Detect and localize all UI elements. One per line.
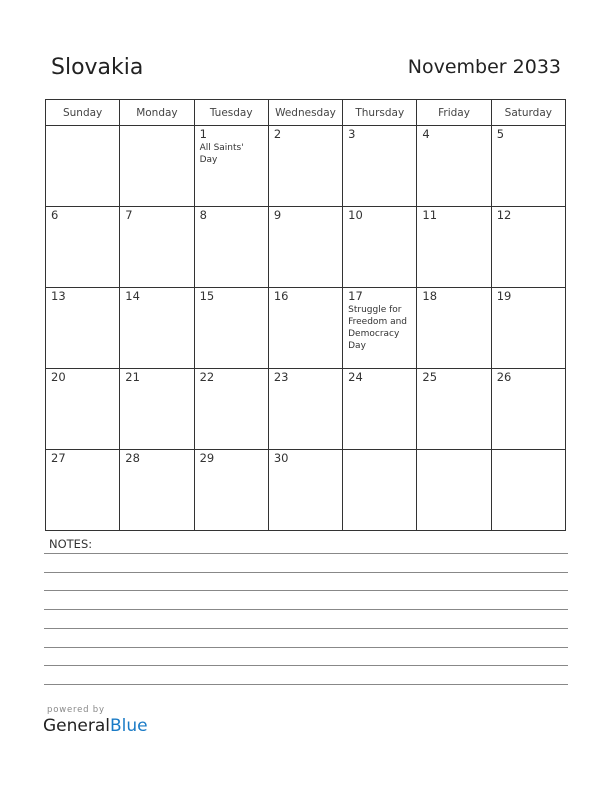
week-row: [46, 369, 566, 450]
day-number: 8: [199, 208, 207, 222]
day-number: 9: [273, 208, 282, 222]
day-number: 2: [273, 127, 282, 141]
day-number: 3: [348, 127, 356, 141]
day-cell: [46, 207, 120, 288]
weekday-header-friday: Friday: [417, 100, 491, 126]
weekday-header-wednesday: Wednesday: [268, 100, 342, 126]
week-row: [46, 288, 566, 369]
day-cell: [417, 126, 491, 207]
notes-line: [44, 572, 568, 573]
day-cell: [194, 126, 268, 207]
weekday-header-saturday: Saturday: [491, 100, 565, 126]
day-cell: [268, 207, 342, 288]
notes-line: [44, 665, 568, 666]
notes-line: [44, 590, 568, 591]
weekday-header-tuesday: Tuesday: [194, 100, 268, 126]
day-cell: [268, 369, 342, 450]
day-number: 4: [422, 127, 430, 141]
brand-blue: Blue: [110, 716, 148, 736]
day-cell: [417, 450, 491, 531]
notes-line: [44, 553, 568, 554]
weekday-header-sunday: Sunday: [46, 100, 120, 126]
day-cell: [343, 288, 417, 369]
day-cell: [194, 450, 268, 531]
day-number: 30: [273, 451, 289, 465]
day-cell: [194, 207, 268, 288]
day-number: 5: [496, 127, 505, 141]
day-number: 10: [348, 208, 363, 222]
day-number: 18: [422, 289, 438, 303]
day-cell: [417, 207, 491, 288]
day-cell: [268, 126, 342, 207]
day-number: 20: [51, 370, 66, 384]
day-number: 19: [496, 289, 512, 303]
day-cell: [491, 450, 565, 531]
day-number: 29: [199, 451, 215, 465]
week-row: [46, 450, 566, 531]
day-cell: [268, 288, 342, 369]
holiday-label: All Saints' Day: [199, 143, 244, 165]
day-number: 21: [125, 370, 140, 384]
day-number: 22: [199, 370, 215, 384]
day-number: 15: [199, 289, 215, 303]
holiday-label: Struggle for Freedom and Democracy Day: [348, 305, 408, 351]
day-number: 24: [348, 370, 363, 384]
day-number: 12: [496, 208, 512, 222]
day-number: 25: [422, 370, 438, 384]
day-number: 26: [496, 370, 512, 384]
weekday-header-monday: Monday: [120, 100, 194, 126]
country-title: Slovakia: [51, 55, 144, 80]
day-cell: [120, 207, 194, 288]
notes-line: [44, 647, 568, 648]
day-cell: [491, 369, 565, 450]
brand-general: General: [43, 716, 110, 736]
day-number: 6: [51, 208, 59, 222]
day-number: 1: [199, 127, 207, 141]
day-cell: [417, 288, 491, 369]
day-cell: [268, 450, 342, 531]
day-number: 11: [422, 208, 438, 222]
day-number: 13: [51, 289, 66, 303]
month-year-title: November 2033: [407, 56, 561, 78]
notes-line: [44, 609, 568, 610]
day-cell: [194, 369, 268, 450]
day-cell: [120, 288, 194, 369]
powered-by-text: powered by: [47, 705, 105, 715]
weekday-header-row: [46, 100, 566, 126]
day-number: 7: [125, 208, 133, 222]
notes-line: [44, 684, 568, 685]
day-cell: [491, 288, 565, 369]
day-cell: [343, 369, 417, 450]
day-number: 23: [273, 370, 289, 384]
day-number: 28: [125, 451, 140, 465]
day-cell: [120, 126, 194, 207]
day-cell: [120, 369, 194, 450]
day-cell: [46, 288, 120, 369]
generalblue-logo: [43, 716, 148, 736]
week-row: [46, 207, 566, 288]
day-number: 27: [51, 451, 66, 465]
day-cell: [46, 450, 120, 531]
day-cell: [491, 126, 565, 207]
week-row: [46, 126, 566, 207]
notes-line: [44, 628, 568, 629]
day-number: 14: [125, 289, 140, 303]
calendar-grid: [45, 99, 566, 531]
day-number: 17: [348, 289, 363, 303]
day-cell: [343, 450, 417, 531]
day-cell: [46, 369, 120, 450]
day-cell: [417, 369, 491, 450]
notes-label: NOTES:: [49, 537, 93, 551]
day-cell: [343, 126, 417, 207]
day-cell: [46, 126, 120, 207]
weekday-header-thursday: Thursday: [343, 100, 417, 126]
day-cell: [343, 207, 417, 288]
day-number: 16: [273, 289, 289, 303]
day-cell: [120, 450, 194, 531]
day-cell: [491, 207, 565, 288]
day-cell: [194, 288, 268, 369]
